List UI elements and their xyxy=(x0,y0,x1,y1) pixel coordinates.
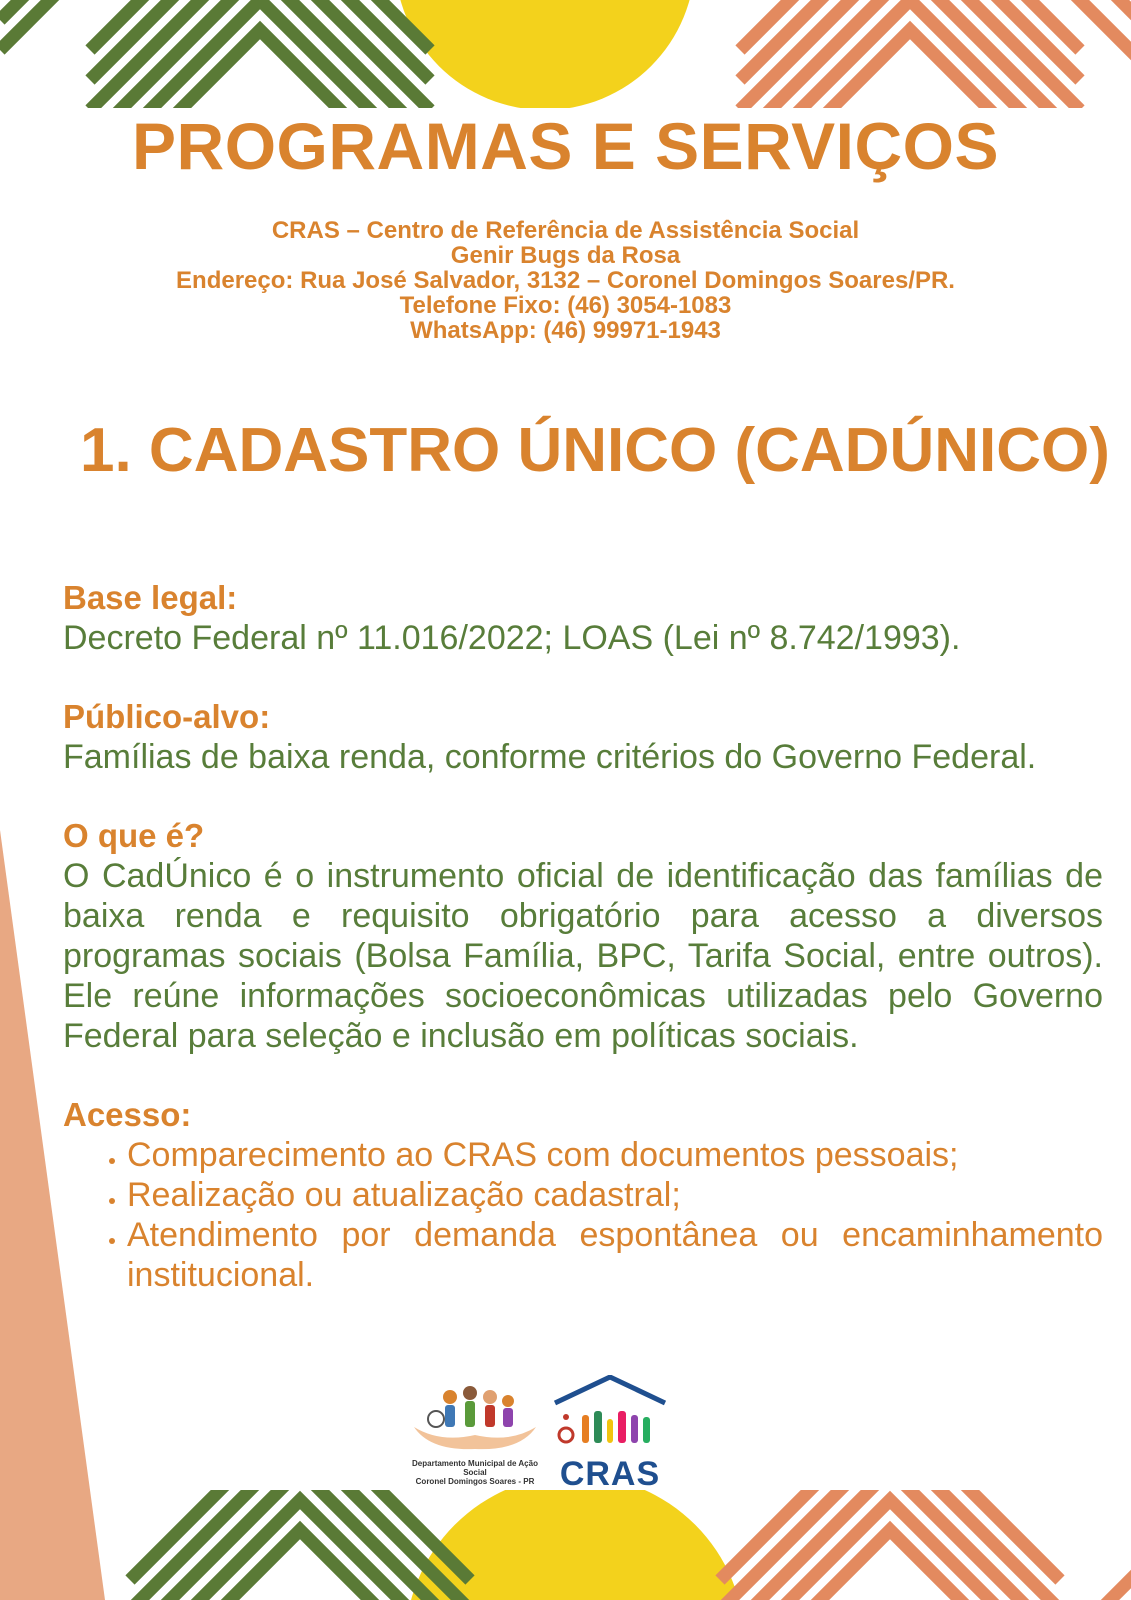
o-que-e-text: O CadÚnico é o instrumento oficial de identificação das famílias de baixa renda e requisito obrigatório para acesso a diversos programas sociais (Bolsa Família, BPC, Tarifa Social, entre outros). Ele reúne informações socioeconômicas utilizadas pelo Governo Federal para seleção e inclusão em políticas sociais. xyxy=(63,857,1103,1055)
o-que-e-label: O que é? xyxy=(63,817,205,854)
family-icon xyxy=(582,1415,589,1443)
base-legal-text: Decreto Federal nº 11.016/2022; LOAS (Lei nº 8.742/1993). xyxy=(63,619,961,657)
cras-whatsapp: WhatsApp: (46) 99971-1943 xyxy=(410,317,721,344)
acesso-list xyxy=(63,1135,1103,1295)
page-title: PROGRAMAS E SERVIÇOS xyxy=(132,109,999,183)
list-item: • Realização ou atualização cadastral; xyxy=(127,1175,1103,1215)
family-icon xyxy=(443,1390,457,1404)
acesso-label: Acesso: xyxy=(63,1096,192,1133)
hands-icon xyxy=(414,1427,536,1449)
top-yellow-sun xyxy=(395,0,695,110)
program-heading: 1. CADASTRO ÚNICO (CADÚNICO) xyxy=(80,416,1110,485)
footer-logos xyxy=(400,1375,680,1495)
publico-alvo-label: Público-alvo: xyxy=(63,698,271,735)
department-logo-caption xyxy=(400,1459,550,1486)
cras-logo xyxy=(555,1377,665,1443)
cras-name: CRAS – Centro de Referência de Assistência Social xyxy=(271,217,860,244)
publico-alvo-text: Famílias de baixa renda, conforme critérios do Governo Federal. xyxy=(63,738,1037,776)
program-content xyxy=(63,578,1103,1334)
department-city: Coronel Domingos Soares - PR xyxy=(415,1477,535,1486)
base-legal-section xyxy=(63,578,1103,658)
list-item: • Comparecimento ao CRAS com documentos pessoais; xyxy=(127,1135,1103,1175)
cras-unit-name: Genir Bugs da Rosa xyxy=(450,242,681,269)
base-legal-label: Base legal: xyxy=(63,579,238,616)
cras-logo-text: CRAS xyxy=(559,1455,661,1493)
department-logo xyxy=(414,1386,536,1449)
department-name: Departamento Municipal de Ação Social xyxy=(412,1459,538,1477)
cras-phone: Telefone Fixo: (46) 3054-1083 xyxy=(399,292,732,319)
acesso-section xyxy=(63,1095,1103,1295)
wheelchair-icon xyxy=(559,1428,573,1442)
house-roof-icon xyxy=(555,1377,665,1403)
o-que-e-section xyxy=(63,816,1103,1056)
bottom-right-orange-chevrons xyxy=(720,1410,1131,1600)
list-item: • Atendimento por demanda espontânea ou encaminhamento institucional. xyxy=(127,1215,1103,1295)
wheelchair-icon xyxy=(428,1411,444,1427)
cras-contact-info xyxy=(0,218,1131,343)
cras-address: Endereço: Rua José Salvador, 3132 – Coronel Domingos Soares/PR. xyxy=(176,267,955,294)
publico-alvo-section xyxy=(63,697,1103,777)
